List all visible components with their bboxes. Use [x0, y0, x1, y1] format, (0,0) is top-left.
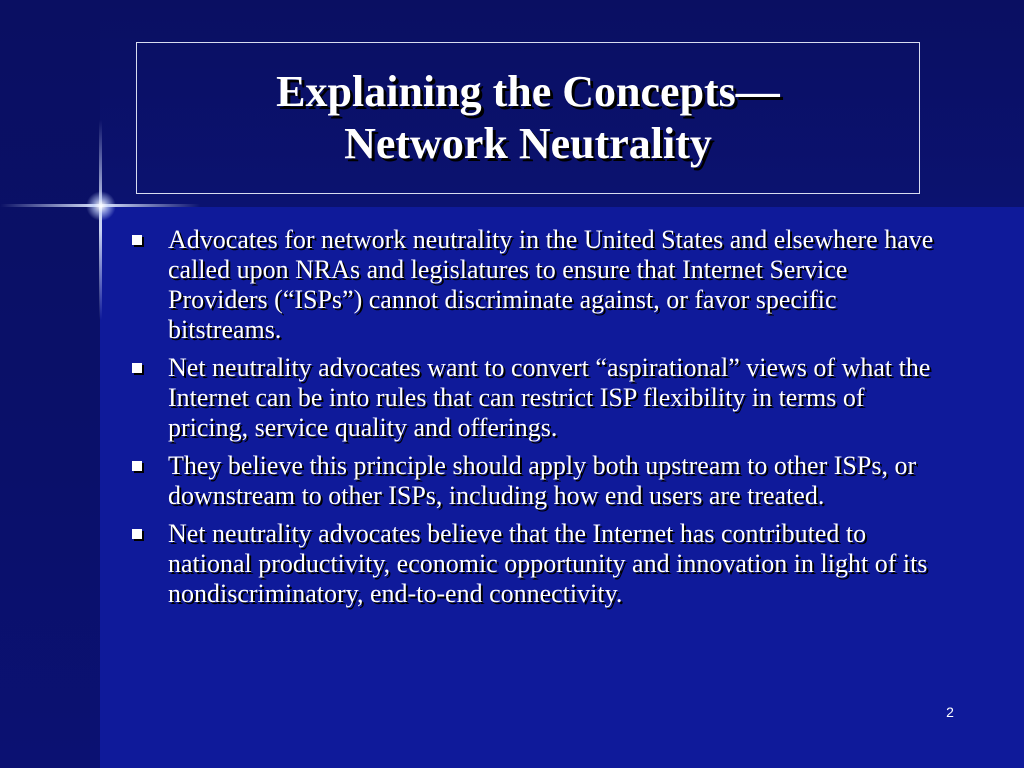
- bullet-text: Net neutrality advocates believe that the Internet has contributed to national productivity, economic opportunity and innovation in light of its nondiscriminatory, end-to-end connectivity.: [168, 519, 928, 608]
- bullet-item: [128, 519, 948, 609]
- slide-title-line-1: Explaining the Concepts—: [276, 67, 780, 116]
- slide-title: [276, 66, 780, 170]
- slide-title-line-2: Network Neutrality: [344, 119, 712, 168]
- light-flare-star: [86, 191, 116, 221]
- title-box: [136, 42, 920, 194]
- bullet-item: [128, 353, 948, 443]
- bullet-item: [128, 451, 948, 511]
- bullet-text: Advocates for network neutrality in the United States and elsewhere have called upon NRAs and legislatures to ensure that Internet Service Providers (“ISPs”) cannot discriminate against, or favor specific bitstreams.: [168, 225, 934, 344]
- square-bullet-icon: [132, 461, 142, 471]
- bullet-text: Net neutrality advocates want to convert “aspirational” views of what the Internet can be into rules that can restrict ISP flexibility in terms of pricing, service quality and offerings.: [168, 353, 931, 442]
- bullet-item: [128, 225, 948, 345]
- square-bullet-icon: [132, 529, 142, 539]
- bullet-list: [128, 225, 948, 617]
- page-number: 2: [946, 704, 954, 720]
- square-bullet-icon: [132, 363, 142, 373]
- square-bullet-icon: [132, 235, 142, 245]
- left-band: [0, 0, 100, 768]
- bullet-text: They believe this principle should apply both upstream to other ISPs, or downstream to other ISPs, including how end users are treated.: [168, 451, 917, 510]
